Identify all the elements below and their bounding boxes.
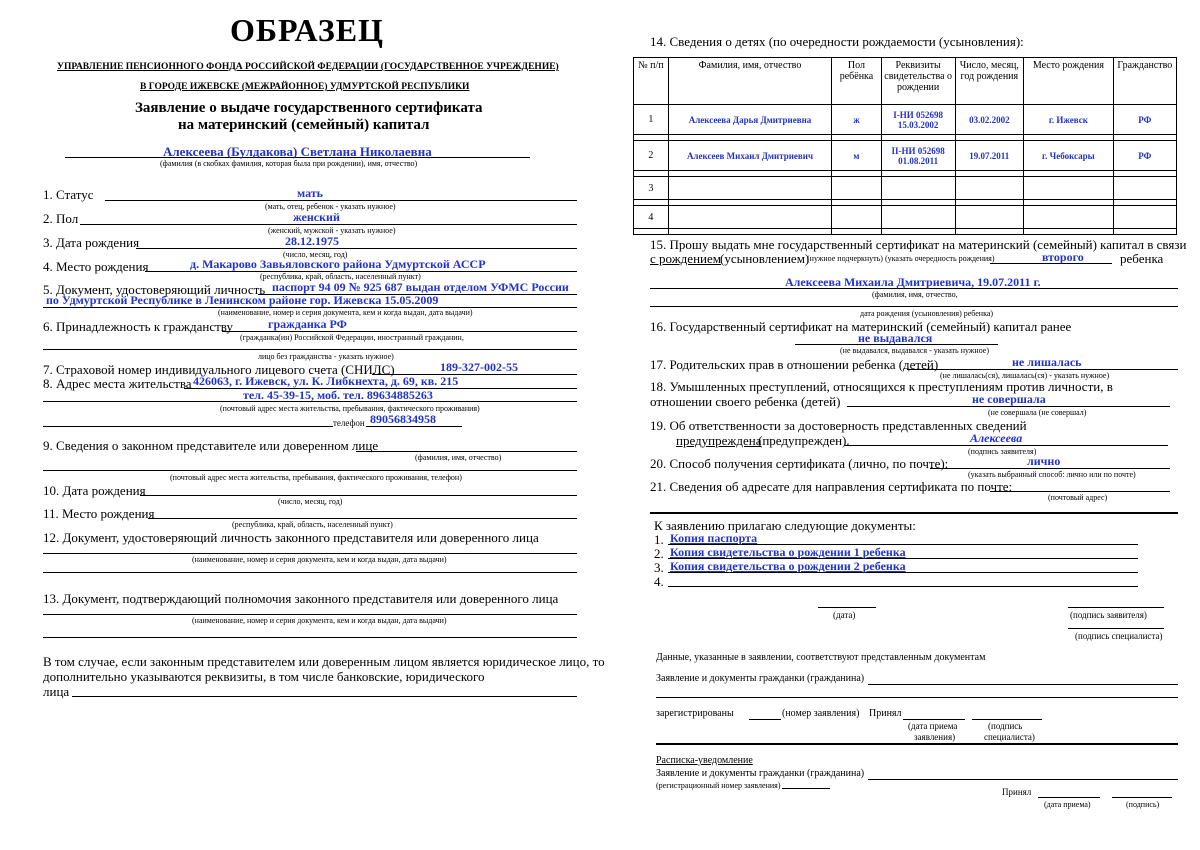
- cell-certificate: [881, 141, 955, 171]
- accept-date-caption-1: (дата приема: [908, 721, 958, 731]
- field-4-label: 4. Место рождения: [43, 259, 149, 274]
- field-15-order: второго: [1042, 250, 1084, 264]
- field-21-caption: (почтовый адрес): [1048, 493, 1108, 502]
- field-18-value: не совершала: [972, 392, 1046, 406]
- field-8-value-1: 426063, г. Ижевск, ул. К. Либкнехта, д. 69, кв. 215: [193, 374, 459, 388]
- field-19-caption: (подпись заявителя): [968, 447, 1037, 456]
- table-row: [634, 177, 1177, 200]
- cell-number: 3: [634, 177, 669, 200]
- children-header-row: [634, 58, 1177, 105]
- field-1-caption: (мать, отец, ребенок - указать нужное): [265, 202, 396, 211]
- accept-sign-caption-2: специалиста): [984, 732, 1035, 742]
- field-20-caption: (указать выбранный способ: лично или по почте): [968, 470, 1136, 479]
- cell-sex: ж: [832, 105, 882, 135]
- field-5-caption: (наименование, номер и серия документа, кем и когда выдан, дата выдачи): [218, 308, 473, 317]
- cell-birth-place: г. Чебоксары: [1024, 141, 1114, 171]
- table-row: [634, 141, 1177, 171]
- confirmation-text: Данные, указанные в заявлении, соответствуют представленным документам: [656, 652, 986, 663]
- col-birth-place: Место рождения: [1024, 58, 1114, 105]
- field-4-value: д. Макарово Завьяловского района Удмуртской АССР: [190, 257, 486, 271]
- accept-sign-caption-3: (подпись): [1126, 800, 1160, 809]
- field-15-adoption: (усыновлением): [720, 251, 810, 266]
- col-sex: Пол ребёнка: [832, 58, 882, 105]
- accept-sign-caption-1: (подпись: [988, 721, 1023, 731]
- field-3-caption: (число, месяц, год): [283, 250, 348, 259]
- cell-certificate: [881, 105, 955, 135]
- field-19-warned: предупреждена: [676, 433, 762, 448]
- field-15-line-1: 15. Прошу выдать мне государственный сертификат на материнский (семейный) капитал в связи: [650, 237, 1187, 252]
- cell-certificate-number: II-НИ 052698: [891, 145, 945, 156]
- field-9-label: 9. Сведения о законном представителе или доверенном лице: [43, 438, 379, 453]
- field-8-caption: (почтовый адрес места жительства, пребывания, фактического проживания): [220, 404, 480, 413]
- field-3-value: 28.12.1975: [285, 234, 339, 248]
- field-2-label: 2. Пол: [43, 211, 79, 226]
- field-15-child: Алексеева Михаила Дмитриевича, 19.07.2011 г.: [785, 275, 1041, 289]
- field-18-line-1: 18. Умышленных преступлений, относящихся к преступлениям против личности, в: [650, 379, 1113, 394]
- field-8-value-2: тел. 45-39-15, моб. тел. 89634885263: [243, 388, 433, 402]
- field-13-label: 13. Документ, подтверждающий полномочия законного представителя или доверенного лица: [43, 591, 559, 606]
- field-2-value: женский: [293, 210, 340, 224]
- cell-birth-date: 03.02.2002: [955, 105, 1024, 135]
- registered-label: зарегистрированы: [656, 708, 734, 719]
- col-citizenship: Гражданство: [1113, 58, 1176, 105]
- cell-citizenship: РФ: [1113, 105, 1176, 135]
- cell-name: Алексеев Михаил Дмитриевич: [668, 141, 831, 171]
- field-9-caption-2: (почтовый адрес места жительства, пребывания, фактического проживания, телефон): [170, 473, 462, 482]
- org-line-2: В ГОРОДЕ ИЖЕВСКЕ (МЕЖРАЙОННОЕ) УДМУРТСКОЙ РЕСПУБЛИКИ: [140, 82, 470, 92]
- field-19-line-1: 19. Об ответственности за достоверность представленных сведений: [650, 418, 1027, 433]
- table-row: [634, 105, 1177, 135]
- accept-date-caption-3: (дата приема): [1044, 800, 1091, 809]
- field-12-caption: (наименование, номер и серия документа, кем и когда выдан, дата выдачи): [192, 555, 447, 564]
- field-6-caption-2: лицо без гражданства - указать нужное): [258, 352, 394, 361]
- receipt-reg-caption: (регистрационный номер заявления): [656, 781, 781, 790]
- cell-certificate-date: 01.08.2011: [898, 155, 939, 166]
- cell-birth-date: 19.07.2011: [955, 141, 1024, 171]
- field-17-caption: (не лишалась(ся), лишалась(ся) - указать нужное): [940, 371, 1110, 380]
- field-16-caption: (не выдавался, выдавался - указать нужное): [840, 346, 989, 355]
- specialist-sign-caption: (подпись специалиста): [1075, 631, 1163, 641]
- date-caption: (дата): [833, 610, 856, 620]
- accepted-label: Принял: [869, 708, 902, 719]
- accepted-label-2: Принял: [1002, 787, 1032, 797]
- field-15-birth: с рождением: [650, 251, 721, 266]
- field-15-hint: (нужное подчеркнуть) (указать очередность рождения): [807, 254, 995, 263]
- applicant-name: Алексеева (Булдакова) Светлана Николаевна: [163, 144, 432, 159]
- field-18-caption: (не совершала (не совершал): [988, 408, 1087, 417]
- cell-citizenship: РФ: [1113, 141, 1176, 171]
- docs-title: К заявлению прилагаю следующие документы:: [654, 518, 916, 533]
- field-7-label: 7. Страховой номер индивидуального лицевого счета (СНИЛС): [43, 362, 395, 377]
- field-10-caption: (число, месяц, год): [278, 497, 343, 506]
- cell-sex: м: [832, 141, 882, 171]
- reg-number-caption: (номер заявления): [782, 708, 860, 719]
- field-8-phone-label: телефон: [333, 418, 365, 428]
- field-1-value: мать: [297, 186, 324, 200]
- field-2-caption: (женский, мужской - указать нужное): [268, 226, 396, 235]
- field-6-value: гражданка РФ: [268, 317, 347, 331]
- field-6-label: 6. Принадлежность к гражданству: [43, 319, 233, 334]
- field-20-label: 20. Способ получения сертификата (лично, по почте):: [650, 456, 949, 471]
- doc-item-2: Копия свидетельства о рождении 1 ребенка: [670, 545, 906, 559]
- field-3-label: 3. Дата рождения: [43, 235, 140, 250]
- doc-item-2-num: 2.: [654, 546, 664, 561]
- legal-entity-note-2: дополнительно указываются реквизиты, в том числе банковские, юридического: [43, 669, 485, 684]
- col-certificate: Реквизиты свидетельства о рождении: [881, 58, 955, 105]
- field-5-value-1: паспорт 94 09 № 925 687 выдан отделом УФМС России: [272, 280, 569, 294]
- field-19-signature: Алексеева: [970, 431, 1023, 445]
- field-16-value: не выдавался: [858, 331, 933, 345]
- field-7-value: 189-327-002-55: [440, 360, 518, 374]
- field-13-caption: (наименование, номер и серия документа, кем и когда выдан, дата выдачи): [192, 616, 447, 625]
- form-title-2: на материнский (семейный) капитал: [178, 117, 430, 133]
- doc-item-1: Копия паспорта: [670, 531, 758, 545]
- field-9-caption-1: (фамилия, имя, отчество): [415, 453, 502, 462]
- field-16-label: 16. Государственный сертификат на материнский (семейный) капитал ранее: [650, 319, 1072, 334]
- cell-number: 2: [634, 141, 669, 171]
- field-11-caption: (республика, край, область, населенный пункт): [232, 520, 393, 529]
- field-18-line-2: отношении своего ребенка (детей): [650, 394, 841, 409]
- children-table: [633, 57, 1177, 235]
- sample-stamp: ОБРАЗЕЦ: [230, 12, 384, 48]
- field-5-value-2: по Удмуртской Республике в Ленинском районе гор. Ижевска 15.05.2009: [46, 293, 439, 307]
- field-20-value: лично: [1027, 454, 1061, 468]
- field-8-phone: 89056834958: [370, 412, 436, 426]
- field-15-child-word: ребенка: [1120, 251, 1164, 266]
- cell-name: Алексеева Дарья Дмитриевна: [668, 105, 831, 135]
- field-17-label: 17. Родительских прав в отношении ребенка (детей): [650, 357, 939, 372]
- field-11-label: 11. Место рождения: [43, 506, 155, 521]
- legal-entity-note-3: лица: [43, 684, 70, 699]
- field-21-label: 21. Сведения об адресате для направления сертификата по почте:: [650, 479, 1013, 494]
- doc-item-4-num: 4.: [654, 574, 664, 589]
- col-birth-date: Число, месяц, год рождения: [955, 58, 1024, 105]
- field-12-label: 12. Документ, удостоверяющий личность законного представителя или доверенного лица: [43, 530, 539, 545]
- docs-of-citizen: Заявление и документы гражданки (гражданина): [656, 673, 865, 684]
- field-1-label: 1. Статус: [43, 187, 94, 202]
- form-title-1: Заявление о выдаче государственного сертификата: [135, 100, 483, 116]
- doc-item-3-num: 3.: [654, 560, 664, 575]
- field-10-label: 10. Дата рождения: [43, 483, 146, 498]
- cell-certificate-date: 15.03.2002: [897, 119, 939, 130]
- field-5-label: 5. Документ, удостоверяющий личность: [43, 282, 266, 297]
- cell-number: 1: [634, 105, 669, 135]
- cell-birth-place: г. Ижевск: [1024, 105, 1114, 135]
- org-line-1: УПРАВЛЕНИЕ ПЕНСИОННОГО ФОНДА РОССИЙСКОЙ ФЕДЕРАЦИИ (ГОСУДАРСТВЕННОЕ УЧРЕЖДЕНИЕ): [57, 62, 559, 72]
- children-title: 14. Сведения о детях (по очередности рождаемости (усыновления):: [650, 34, 1024, 49]
- field-4-caption: (республика, край, область, населенный пункт): [260, 272, 421, 281]
- col-name: Фамилия, имя, отчество: [668, 58, 831, 105]
- doc-item-3: Копия свидетельства о рождении 2 ребенка: [670, 559, 906, 573]
- applicant-sign-caption: (подпись заявителя): [1070, 610, 1147, 620]
- table-row: [634, 206, 1177, 229]
- accept-date-caption-2: заявления): [914, 732, 956, 742]
- doc-item-1-num: 1.: [654, 532, 664, 547]
- cell-certificate-number: I-НИ 052698: [893, 109, 944, 120]
- col-number: № п/п: [634, 58, 669, 105]
- field-8-label: 8. Адрес места жительства: [43, 376, 192, 391]
- field-19-warned-m: (предупрежден).: [758, 433, 850, 448]
- legal-entity-note-1: В том случае, если законным представителем или доверенным лицом является юридическое лицо, то: [43, 654, 605, 669]
- field-15-caption-2: дата рождения (усыновления) ребенка): [860, 309, 994, 318]
- receipt-title: Расписка-уведомление: [656, 755, 753, 766]
- applicant-caption: (фамилия (в скобках фамилия, которая была при рождении), имя, отчество): [160, 159, 418, 168]
- cell-number: 4: [634, 206, 669, 229]
- field-17-value: не лишалась: [1012, 355, 1082, 369]
- receipt-line: Заявление и документы гражданки (гражданина): [656, 768, 865, 779]
- field-6-caption-1: (гражданка(ин) Российской Федерации, иностранный гражданин,: [240, 333, 464, 342]
- field-15-caption-1: (фамилия, имя, отчество,: [872, 290, 958, 299]
